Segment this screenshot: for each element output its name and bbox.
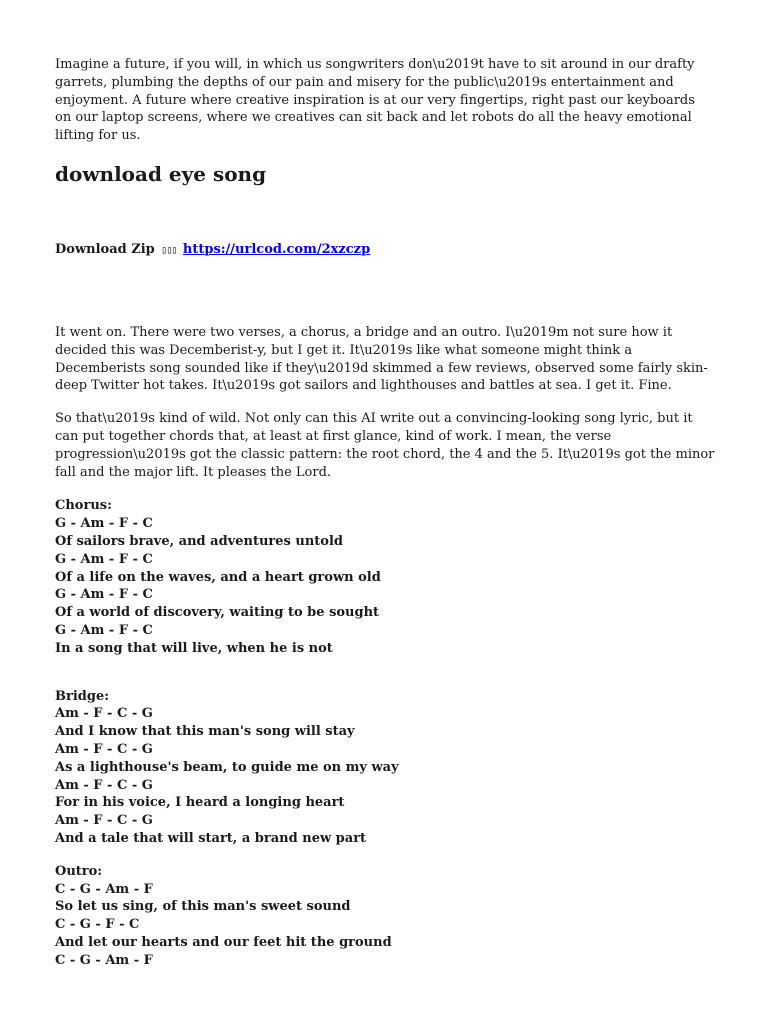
chorus-line: In a song that will live, when he is not	[55, 640, 333, 656]
chorus-heading: Chorus:	[55, 498, 112, 514]
download-line	[55, 241, 715, 260]
bridge-line: Am - F - C - G	[55, 777, 153, 793]
outro-line: So let us sing, of this man's sweet sound	[55, 899, 351, 915]
chorus-line: G - Am - F - C	[55, 551, 153, 567]
outro-line: C - G - Am - F	[55, 952, 153, 968]
outro-heading: Outro:	[55, 863, 103, 879]
chorus-line: Of a world of discovery, waiting to be sought	[55, 605, 380, 621]
outro-line: C - G - Am - F	[55, 881, 153, 897]
bridge-section	[55, 688, 715, 848]
chorus-line: Of sailors brave, and adventures untold	[55, 533, 343, 549]
bridge-line: Am - F - C - G	[55, 706, 153, 722]
bridge-line: Am - F - C - G	[55, 741, 153, 757]
intro-paragraph: Imagine a future, if you will, in which us songwriters don\u2019t have to sit around in our drafty garrets, plumbing the depths of our pain and misery for the public\u2019s entertainment and enjoyment. A future where creative inspiration is at our very fingertips, right past our keyboards on our laptop screens, where we creatives can sit back and let robots do all the heavy emotional lifting for us.	[55, 57, 695, 144]
chorus-line: Of a life on the waves, and a heart grown old	[55, 569, 381, 585]
download-link[interactable]: https://urlcod.com/2xzczp	[182, 241, 371, 257]
body-paragraph-2: So that\u2019s kind of wild. Not only can this AI write out a convincing-looking song lyric, but it can put together chords that, at least at first glance, kind of work. I mean, the verse progression\u2019s got the classic pattern: the root chord, the 4 and the 5. It\u2019s got the minor fall and the major lift. It pleases the Lord.	[55, 411, 715, 480]
page-title: download eye song	[55, 161, 267, 186]
chorus-line: G - Am - F - C	[55, 516, 153, 532]
outro-section	[55, 863, 715, 970]
chorus-section	[55, 497, 715, 657]
bridge-line: For in his voice, I heard a longing heart	[55, 795, 345, 811]
missing-glyph-icons: ▯▯▯	[161, 244, 177, 256]
bridge-line: Am - F - C - G	[55, 813, 153, 829]
bridge-line: And I know that this man's song will stay	[55, 724, 355, 740]
chorus-line: G - Am - F - C	[55, 622, 153, 638]
chorus-line: G - Am - F - C	[55, 587, 153, 603]
bridge-line: And a tale that will start, a brand new part	[55, 830, 367, 846]
bridge-line: As a lighthouse's beam, to guide me on my way	[55, 759, 399, 775]
document-page	[55, 56, 715, 969]
bridge-heading: Bridge:	[55, 688, 110, 704]
outro-line: C - G - F - C	[55, 917, 140, 933]
download-label: Download Zip	[55, 241, 155, 257]
body-paragraph-1: It went on. There were two verses, a chorus, a bridge and an outro. I\u2019m not sure how it decided this was Decemberist-y, but I get it. It\u2019s like what someone might think a Decemberists song sounded like if they\u2019d skimmed a few reviews, observed some fairly skin-deep Twitter hot takes. It\u2019s got sailors and lighthouses and battles at sea. I get it. Fine.	[55, 324, 708, 394]
outro-line: And let our hearts and our feet hit the ground	[55, 934, 392, 950]
